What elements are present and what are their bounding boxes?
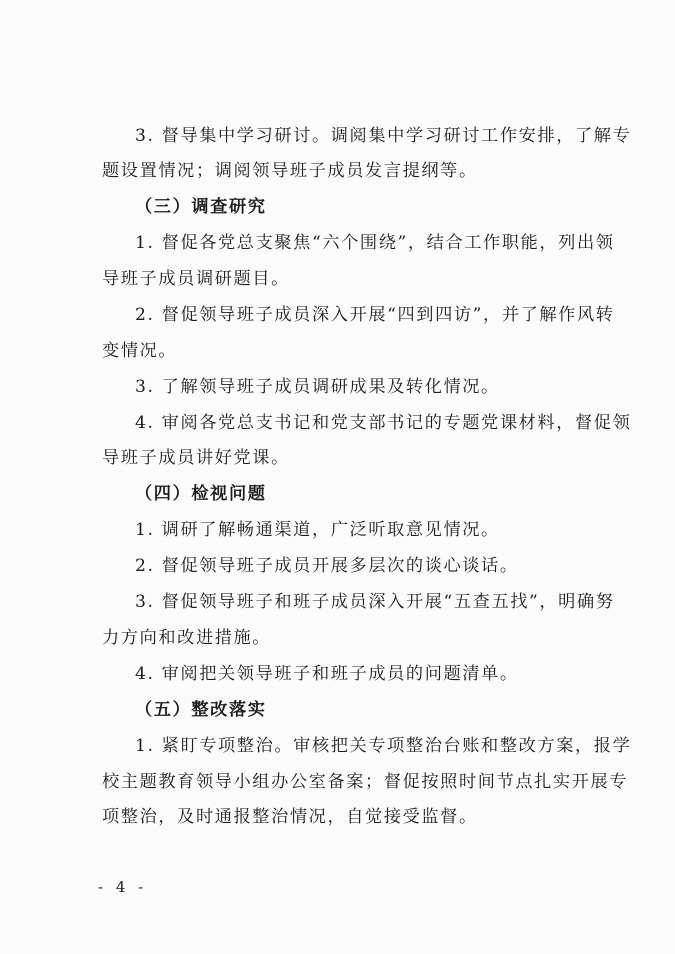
paragraph-line: 力方向和改进措施。	[102, 628, 272, 648]
paragraph-line: 导班子成员讲好党课。	[102, 448, 290, 468]
paragraph-line: 题设置情况；调阅领导班子成员发言提纲等。	[102, 161, 478, 181]
paragraph-line: 2. 督促领导班子成员深入开展“四到四访”，并了解作风转	[135, 305, 615, 325]
page-number: - 4 -	[98, 878, 148, 896]
paragraph-line: 变情况。	[102, 341, 178, 361]
paragraph-line: 1. 督促各党总支聚焦“六个围绕”，结合工作职能，列出领	[135, 233, 615, 253]
paragraph-line: 项整治，及时通报整治情况，自觉接受监督。	[102, 807, 478, 827]
paragraph-line: 导班子成员调研题目。	[102, 269, 290, 289]
section-heading: （三）调查研究	[135, 197, 267, 217]
paragraph-line: 3. 督促领导班子和班子成员深入开展“五查五找”，明确努	[135, 592, 615, 612]
paragraph-line: 3. 了解领导班子成员调研成果及转化情况。	[135, 377, 500, 397]
paragraph-line: 1. 紧盯专项整治。审核把关专项整治台账和整改方案，报学	[135, 736, 632, 756]
section-heading: （五）整改落实	[135, 700, 267, 720]
paragraph-line: 1. 调研了解畅通渠道，广泛听取意见情况。	[135, 520, 500, 540]
paragraph-line: 3. 督导集中学习研讨。调阅集中学习研讨工作安排，了解专	[135, 126, 632, 146]
paragraph-line: 校主题教育领导小组办公室备案；督促按照时间节点扎实开展专	[102, 772, 629, 792]
paragraph-line: 2. 督促领导班子成员开展多层次的谈心谈话。	[135, 556, 519, 576]
paragraph-line: 4. 审阅把关领导班子和班子成员的问题清单。	[135, 664, 519, 684]
paragraph-line: 4. 审阅各党总支书记和党支部书记的专题党课材料，督促领	[135, 413, 632, 433]
section-heading: （四）检视问题	[135, 484, 267, 504]
